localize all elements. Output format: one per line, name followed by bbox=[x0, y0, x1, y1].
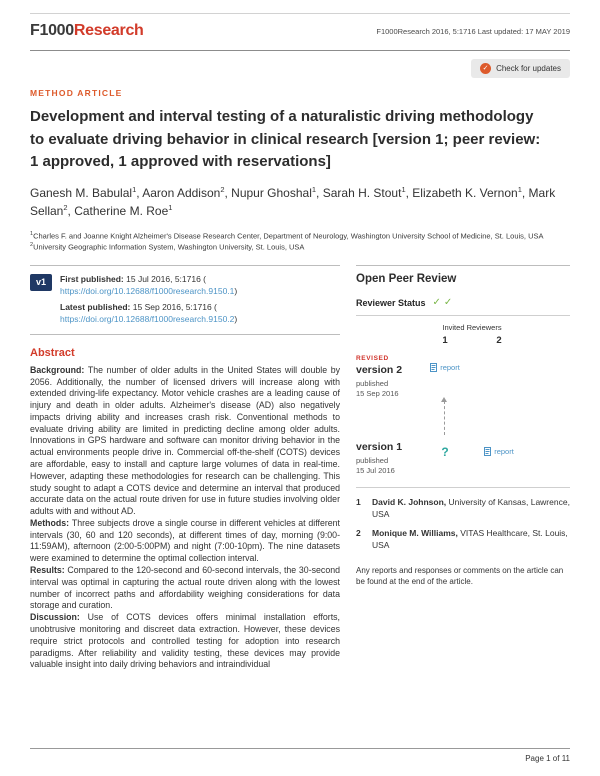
abstract-paragraph: Discussion: Use of COTS devices offers minimal installation efforts, unobtrusive monitoring and discreet data extraction. However, these devices require strict protocols and controlled testing for adoption into research paradigms. After reliability and validity testing, these devices may provide valuable insight into daily driving behaviors and intraindividual bbox=[30, 612, 340, 670]
reviewer-text: David K. Johnson, University of Kansas, Lawrence, USA bbox=[372, 497, 570, 520]
check-icon: ✓ bbox=[432, 297, 441, 309]
reviewer-status-label: Reviewer Status bbox=[356, 297, 426, 308]
reviewer-number: 2 bbox=[356, 527, 361, 538]
author-name: Nupur Ghoshal bbox=[231, 185, 312, 200]
doi-link-first[interactable]: https://doi.org/10.12688/f1000research.9150.1 bbox=[60, 286, 235, 297]
reviewers-list bbox=[356, 487, 570, 552]
main-column bbox=[30, 265, 340, 705]
first-published-entry bbox=[60, 274, 237, 298]
reviewer-col-2: 2 bbox=[496, 335, 502, 347]
author-name: Aaron Addison bbox=[142, 185, 221, 200]
reviewer-status-row bbox=[356, 297, 570, 316]
version-badge: v1 bbox=[30, 274, 52, 291]
check-for-updates-label: Check for updates bbox=[496, 64, 561, 73]
revised-badge: REVISED bbox=[356, 355, 389, 363]
report-link-v2-r1[interactable]: report bbox=[430, 363, 460, 372]
authors-line: Ganesh M. Babulal$^1$, Aaron Addison$^2$, Nupur Ghoshal$^1$, Sarah H. Stout$^1$, Elizabeth K. Vernon$^1$, Mark Sellan$^2$, Catherine M. Roe$^1$ bbox=[30, 184, 556, 219]
affiliation: $^1$Charles F. and Joanne Knight Alzheimer's Disease Research Center, Department of Neurology, Washington University School of Medicine, St. Louis, USA bbox=[30, 230, 544, 241]
reviewer-item bbox=[356, 528, 570, 552]
article-title: Development and interval testing of a naturalistic driving methodology to evaluate driving behavior in clinical research [version 1; peer review: 1 approved, 1 approved with reservations] bbox=[30, 108, 541, 170]
first-published-value: 15 Jul 2016, 5:1716 ( bbox=[126, 274, 207, 285]
page-footer bbox=[30, 748, 570, 763]
publication-entries bbox=[60, 274, 237, 326]
first-published-label: First published: bbox=[60, 274, 124, 285]
latest-published-label: Latest published: bbox=[60, 301, 131, 312]
update-row bbox=[30, 59, 570, 78]
author-name: Mark Sellan bbox=[30, 185, 556, 219]
version-1-label: version 1 bbox=[356, 441, 403, 454]
report-icon bbox=[484, 447, 491, 456]
author-affiliation-ref: 1 bbox=[168, 203, 173, 213]
author-name: Catherine M. Roe bbox=[74, 204, 169, 219]
question-mark-status-icon: ? bbox=[441, 445, 449, 460]
author-name: Elizabeth K. Vernon bbox=[412, 185, 518, 200]
version-2-info bbox=[356, 355, 418, 398]
reviewer-text: Monique M. Williams, VITAS Healthcare, St. Louis, USA bbox=[372, 527, 568, 550]
affiliations-list bbox=[30, 230, 570, 254]
abstract-text bbox=[30, 365, 340, 671]
open-peer-review-heading: Open Peer Review bbox=[356, 273, 457, 286]
version-2-date: 15 Sep 2016 bbox=[356, 389, 399, 399]
reviewer-item bbox=[356, 497, 570, 521]
abstract-paragraph: Methods: Three subjects drove a single course in different vehicles at different intervals (30, 60 and 120 seconds), at different times of day, morning (9:00-11:59AM), afternoon (2:00-5:00PM) and night (7:00-10pm). The nine datasets were examined to determine the optimal collection interval. bbox=[30, 517, 340, 564]
report-link-v1-r2[interactable]: report bbox=[484, 447, 514, 456]
invited-reviewers-label: Invited Reviewers bbox=[442, 323, 502, 333]
page-number: Page 1 of 11 bbox=[525, 754, 570, 763]
version-2-reviewer-2-cell bbox=[472, 355, 526, 398]
latest-published-entry bbox=[60, 302, 237, 326]
author-name: Ganesh M. Babulal bbox=[30, 185, 133, 200]
version-connector-line bbox=[444, 401, 445, 435]
peer-review-sidebar bbox=[356, 265, 570, 705]
version-1-reviewer-2-cell bbox=[472, 439, 526, 475]
reviewer-columns bbox=[418, 335, 526, 346]
two-column-body bbox=[30, 265, 570, 705]
f1000research-logo bbox=[30, 22, 144, 40]
report-icon bbox=[430, 363, 437, 372]
author-affiliation-ref: 1 bbox=[401, 184, 406, 194]
version-1-row bbox=[356, 439, 570, 475]
author-name: Sarah H. Stout bbox=[322, 185, 402, 200]
check-icon: ✓ bbox=[443, 297, 453, 309]
version-1-reviewer-1-cell bbox=[418, 439, 472, 475]
version-1-info bbox=[356, 439, 418, 475]
reviewer-note: Any reports and responses or comments on the article can be found at the end of the article. bbox=[356, 565, 564, 587]
version-2-published-label: published bbox=[356, 379, 389, 389]
doi-link-latest[interactable]: https://doi.org/10.12688/f1000research.9150.2 bbox=[60, 313, 235, 324]
reviewer-number: 1 bbox=[356, 497, 361, 508]
check-for-updates-button[interactable] bbox=[471, 59, 570, 78]
latest-published-value: 15 Sep 2016, 5:1716 ( bbox=[132, 301, 217, 312]
citation-text: F1000Research 2016, 5:1716 Last updated: 17 MAY 2019 bbox=[376, 27, 570, 36]
author-affiliation-ref: 1 bbox=[311, 184, 317, 194]
abstract-paragraph: Background: The number of older adults in the United States will double by 2056. Additionally, the number of licensed drivers will increase along with extended driving-life expectancy. Motor vehicle crashes are a leading cause of injury and death in older adults. Alzheimer's disease (AD) also negatively impacts driving ability and increases crash risk. Conventional methods to evaluate driving ability are limited in predicting decline among older adults. Innovations in GPS hardware and software can monitor driving behavior in the actual environments people drive in. Commercial off-the-shelf (COTS) devices are affordable, easy to install and capture large volumes of data in real-time. However, adapting these methodologies for research can be challenging. This study sought to adapt a COTS device and determine an interval that produced accurate data on the actual route driven for use in future studies involving older adults with and without AD. bbox=[30, 364, 340, 517]
version-2-label: version 2 bbox=[356, 364, 403, 377]
logo-research-text: Research bbox=[73, 22, 144, 39]
logo-f1000-text: F1000 bbox=[30, 22, 74, 39]
abstract-heading: Abstract bbox=[30, 346, 75, 359]
version-1-date: 15 Jul 2016 bbox=[356, 466, 395, 476]
publication-history bbox=[30, 265, 340, 335]
author-affiliation-ref: 2 bbox=[63, 203, 68, 213]
paren-close: ) bbox=[234, 313, 238, 324]
header bbox=[30, 13, 570, 51]
author-affiliation-ref: 2 bbox=[220, 184, 225, 194]
version-2-reviewer-1-cell bbox=[418, 355, 472, 398]
article-type-label: METHOD ARTICLE bbox=[30, 88, 123, 98]
abstract-paragraph: Results: Compared to the 120-second and 60-second intervals, the 30-second interval was optimal in capturing the actual route driven along with the lowest number of incorrect paths and affordability weighing considerations for data storage and curation. bbox=[30, 565, 340, 611]
version-1-published-label: published bbox=[356, 456, 389, 466]
affiliation: $^2$University Geographic Information System, Washington University, St. Louis, USA bbox=[30, 242, 305, 252]
paren-close: ) bbox=[234, 286, 238, 297]
crossmark-icon: ✓ bbox=[480, 63, 491, 74]
author-affiliation-ref: 1 bbox=[517, 184, 522, 194]
version-2-row bbox=[356, 355, 570, 398]
author-affiliation-ref: 1 bbox=[132, 184, 137, 194]
reviewer-col-1: 1 bbox=[442, 335, 448, 347]
